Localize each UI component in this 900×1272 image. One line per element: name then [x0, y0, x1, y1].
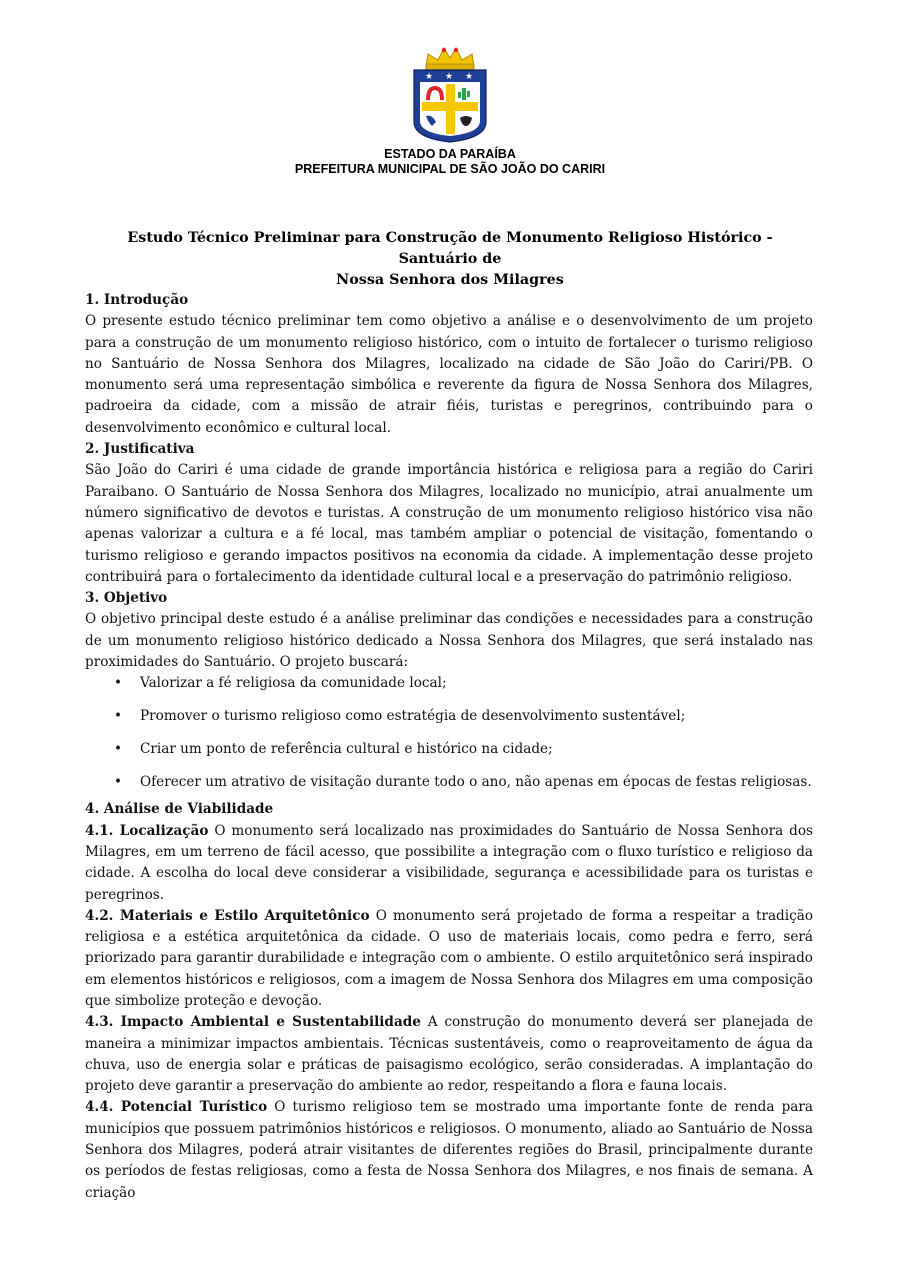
list-item [85, 772, 813, 793]
section-heading-objective: 3. Objetivo [85, 590, 168, 607]
subsection-text-materials: O monumento será projetado de forma a respeitar a tradição religiosa e a estética arquitetônica da cidade. O uso de materiais locais, como pedra e ferro, será priorizado para garantir durabilidade e integração com o ambiente. O estilo arquitetônico será inspirado em elementos históricos e religiosos, com a imagem de Nossa Senhora dos Milagres em uma composição que simbolize proteção e devoção. [85, 907, 814, 1009]
svg-text:★: ★ [465, 72, 474, 82]
svg-text:★: ★ [445, 72, 454, 82]
bullet-icon: • [114, 774, 123, 791]
objective-paragraph: O objetivo principal deste estudo é a análise preliminar das condições e necessidades para a construção de um monumento religioso histórico dedicado a Nossa Senhora dos Milagres, que será instalado nas proximidades do Santuário. O projeto buscará: [85, 611, 813, 671]
subsection-text-environment: A construção do monumento deverá ser planejada de maneira a minimizar impactos ambientais. Técnicas sustentáveis, como o reaproveitamento de água da chuva, uso de energia solar e práticas de paisagismo ecológico, serão consideradas. A implantação do projeto deve garantir a preservação do ambiente ao redor, respeitando a flora e fauna locais. [85, 1014, 813, 1095]
bullet-icon: • [114, 675, 123, 692]
list-item [85, 739, 813, 760]
list-item-text: Criar um ponto de referência cultural e histórico na cidade; [140, 741, 553, 758]
viability-tourism-paragraph [85, 1097, 813, 1203]
objective-list [85, 673, 813, 793]
subsection-text-location: O monumento será localizado nas proximidades do Santuário de Nossa Senhora dos Milagres, em um terreno de fácil acesso, que possibilite a integração com o fluxo turístico e religioso da cidade. A escolha do local deve considerar a visibilidade, segurança e acessibilidade para os turistas e peregrinos. [85, 822, 813, 903]
list-item-text: Valorizar a fé religiosa da comunidade local; [140, 675, 447, 692]
bullet-icon: • [114, 708, 123, 725]
subsection-label-materials: 4.2. Materiais e Estilo Arquitetônico [85, 907, 370, 924]
subsection-label-location: 4.1. Localização [85, 822, 209, 839]
viability-materials-paragraph [85, 906, 813, 1012]
viability-environment-paragraph [85, 1012, 813, 1097]
svg-text:★: ★ [425, 72, 434, 82]
list-item-text: Oferecer um atrativo de visitação durante todo o ano, não apenas em épocas de festas religiosas. [140, 774, 812, 791]
document-title-line-1: Estudo Técnico Preliminar para Construção de Monumento Religioso Histórico - Santuário de [127, 230, 773, 267]
state-heading: ESTADO DA PARAÍBA [384, 147, 516, 161]
bullet-icon: • [114, 741, 123, 758]
section-heading-justification: 2. Justificativa [85, 441, 195, 458]
subsection-label-tourism: 4.4. Potencial Turístico [85, 1099, 268, 1116]
list-item [85, 706, 813, 727]
municipal-coat-of-arms-icon [408, 44, 492, 144]
document-title-line-2: Nossa Senhora dos Milagres [336, 272, 564, 288]
subsection-text-tourism: O turismo religioso tem se mostrado uma importante fonte de renda para municípios que possuem patrimônios históricos e religiosos. O monumento, aliado ao Santuário de Nossa Senhora dos Milagres, poderá atrair visitantes de diferentes regiões do Brasil, principalmente durante os períodos de festas religiosas, como a festa de Nossa Senhora dos Milagres, e nos finais de semana. A criação [85, 1099, 813, 1201]
section-heading-introduction: 1. Introdução [85, 292, 189, 308]
subsection-label-environment: 4.3. Impacto Ambiental e Sustentabilidade [85, 1014, 421, 1031]
document-body [85, 290, 813, 1204]
list-item-text: Promover o turismo religioso como estratégia de desenvolvimento sustentável; [140, 708, 686, 725]
list-item [85, 673, 813, 694]
document-title [100, 228, 800, 291]
introduction-paragraph: O presente estudo técnico preliminar tem como objetivo a análise e o desenvolvimento de um projeto para a construção de um monumento religioso histórico, com o intuito de fortalecer o turismo religioso no Santuário de Nossa Senhora dos Milagres, localizado na cidade de São João do Cariri/PB. O monumento será uma representação simbólica e reverente da figura de Nossa Senhora dos Milagres, padroeira da cidade, com a missão de atrair fiéis, turistas e peregrinos, contribuindo para o desenvolvimento econômico e cultural local. [85, 313, 813, 436]
city-hall-heading: PREFEITURA MUNICIPAL DE SÃO JOÃO DO CARIRI [294, 162, 606, 176]
justification-paragraph: São João do Cariri é uma cidade de grande importância histórica e religiosa para a região do Cariri Paraibano. O Santuário de Nossa Senhora dos Milagres, localizado no município, atrai anualmente um número significativo de devotos e turistas. A construção de um monumento religioso histórico visa não apenas valorizar a cultura e a fé local, mas também ampliar o potencial de visitação, fomentando o turismo religioso e gerando impactos positivos na economia da cidade. A implementação desse projeto contribuirá para o fortalecimento da identidade cultural local e a preservação do patrimônio religioso. [85, 462, 813, 585]
section-heading-viability: 4. Análise de Viabilidade [85, 801, 274, 818]
viability-location-paragraph [85, 821, 813, 906]
